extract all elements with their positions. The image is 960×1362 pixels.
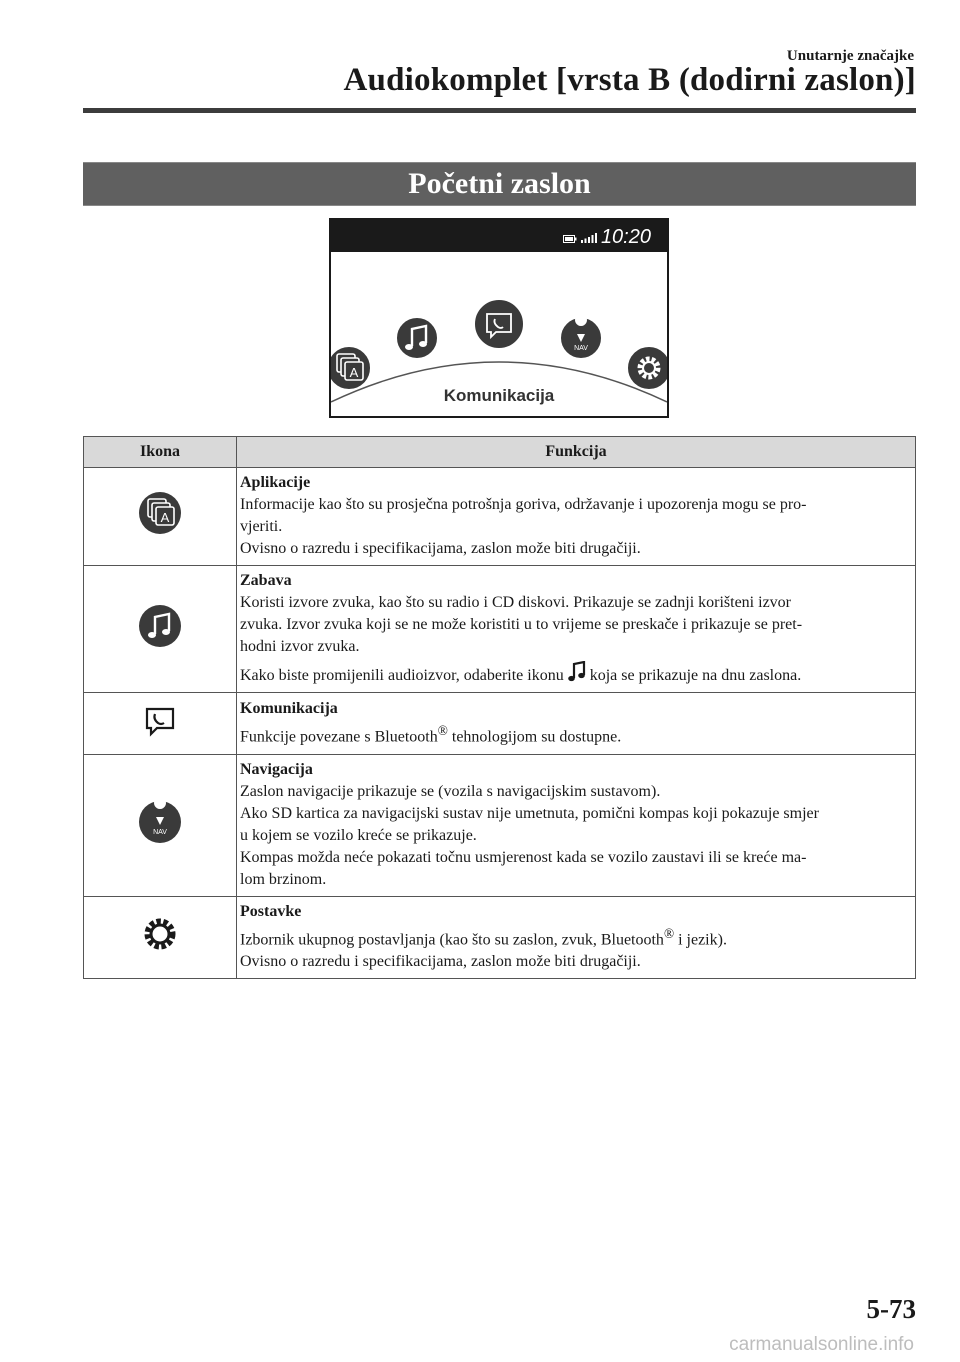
- section-banner: Početni zaslon: [83, 162, 916, 206]
- phone-chat-icon[interactable]: [474, 299, 524, 349]
- selected-item-label: Komunikacija: [443, 386, 555, 405]
- screen-clock: 10:20: [600, 226, 651, 248]
- screen-body: [331, 252, 667, 416]
- row-text: Ovisno o razredu i specifikacijama, zaslon može biti drugačiji.: [240, 953, 641, 971]
- header-subtitle: Unutarnje značajke: [786, 48, 914, 64]
- table-row: [84, 755, 916, 897]
- row-text: [240, 923, 911, 951]
- row-text-before: Funkcije povezane s Bluetooth: [240, 728, 438, 746]
- music-note-icon: [138, 604, 182, 648]
- header-rule: [83, 108, 916, 113]
- svg-text:NAV: NAV: [574, 345, 588, 352]
- row-text: Zaslon navigacije prikazuje se (vozila s navigacijskim sustavom).: [240, 783, 661, 800]
- home-screen-illustration: [329, 218, 669, 418]
- row-text: Koristi izvore zvuka, kao što su radio i CD diskovi. Prikazuje se zadnji korišteni izvor: [240, 594, 791, 611]
- row-text: Informacije kao što su prosječna potrošnja goriva, održavanje i upozorenja mogu se pro-: [240, 496, 807, 513]
- gear-icon[interactable]: [627, 346, 667, 390]
- column-header-function: Funkcija: [237, 437, 916, 468]
- table-row: [84, 693, 916, 755]
- signal-icon: [581, 233, 597, 243]
- music-note-icon[interactable]: [396, 317, 438, 359]
- row-title: Aplikacije: [240, 474, 311, 491]
- registered-mark: ®: [663, 926, 675, 941]
- table-row: [84, 468, 916, 566]
- row-text-after: i jezik).: [674, 931, 727, 949]
- row-text-before: Izbornik ukupnog postavljanja (kao što su zaslon, zvuk, Bluetooth: [240, 931, 664, 949]
- gear-icon: [138, 912, 182, 956]
- svg-text:A: A: [349, 365, 359, 380]
- column-header-icon: Ikona: [84, 437, 237, 468]
- row-note-after: koja se prikazuje na dnu zaslona.: [585, 667, 802, 684]
- header-title: Audiokomplet [vrsta B (dodirni zaslon)]: [343, 62, 916, 98]
- table-header-row: [84, 437, 916, 468]
- applications-icon: [138, 491, 182, 535]
- row-text: vjeriti.: [240, 518, 283, 535]
- row-text: u kojem se vozilo kreće se prikazuje.: [240, 827, 477, 844]
- nav-pin-icon[interactable]: [560, 314, 602, 359]
- table-row: [84, 566, 916, 693]
- row-title: Zabava: [240, 572, 292, 589]
- row-text: zvuka. Izvor zvuka koji se ne može koristiti u to vrijeme se preskače i prikazuje se pret-: [240, 616, 803, 633]
- row-note-before: Kako biste promijenili audioizvor, odaberite ikonu: [240, 667, 568, 684]
- row-title: Navigacija: [240, 761, 313, 778]
- phone-chat-icon: [138, 698, 182, 742]
- svg-text:NAV: NAV: [153, 829, 167, 836]
- row-text: Kompas možda neće pokazati točnu usmjerenost kada se vozilo zaustavi ili se kreće ma-: [240, 849, 807, 866]
- registered-mark: ®: [437, 722, 448, 738]
- row-text: Ako SD kartica za navigacijski sustav nije umetnuta, pomični kompas koji pokazuje smjer: [240, 805, 819, 822]
- table-row: [84, 897, 916, 979]
- row-text-after: tehnologijom su dostupne.: [447, 728, 622, 746]
- page-number: 5-73: [866, 1294, 916, 1324]
- row-text: Ovisno o razredu i specifikacijama, zaslon može biti drugačiji.: [240, 540, 641, 557]
- row-title: Komunikacija: [240, 699, 338, 717]
- row-title: Postavke: [240, 903, 302, 920]
- battery-icon: [563, 235, 577, 243]
- row-text: [240, 720, 911, 748]
- row-text: hodni izvor zvuka.: [240, 638, 360, 655]
- nav-pin-icon: [138, 800, 182, 844]
- row-text: lom brzinom.: [240, 871, 327, 888]
- watermark: carmanualsonline.info: [729, 1334, 914, 1355]
- screen-status-bar: [331, 220, 667, 252]
- svg-text:A: A: [160, 510, 170, 525]
- applications-icon[interactable]: [331, 346, 371, 390]
- row-note: [240, 661, 911, 687]
- function-table: [83, 436, 916, 979]
- music-note-icon: [568, 661, 586, 683]
